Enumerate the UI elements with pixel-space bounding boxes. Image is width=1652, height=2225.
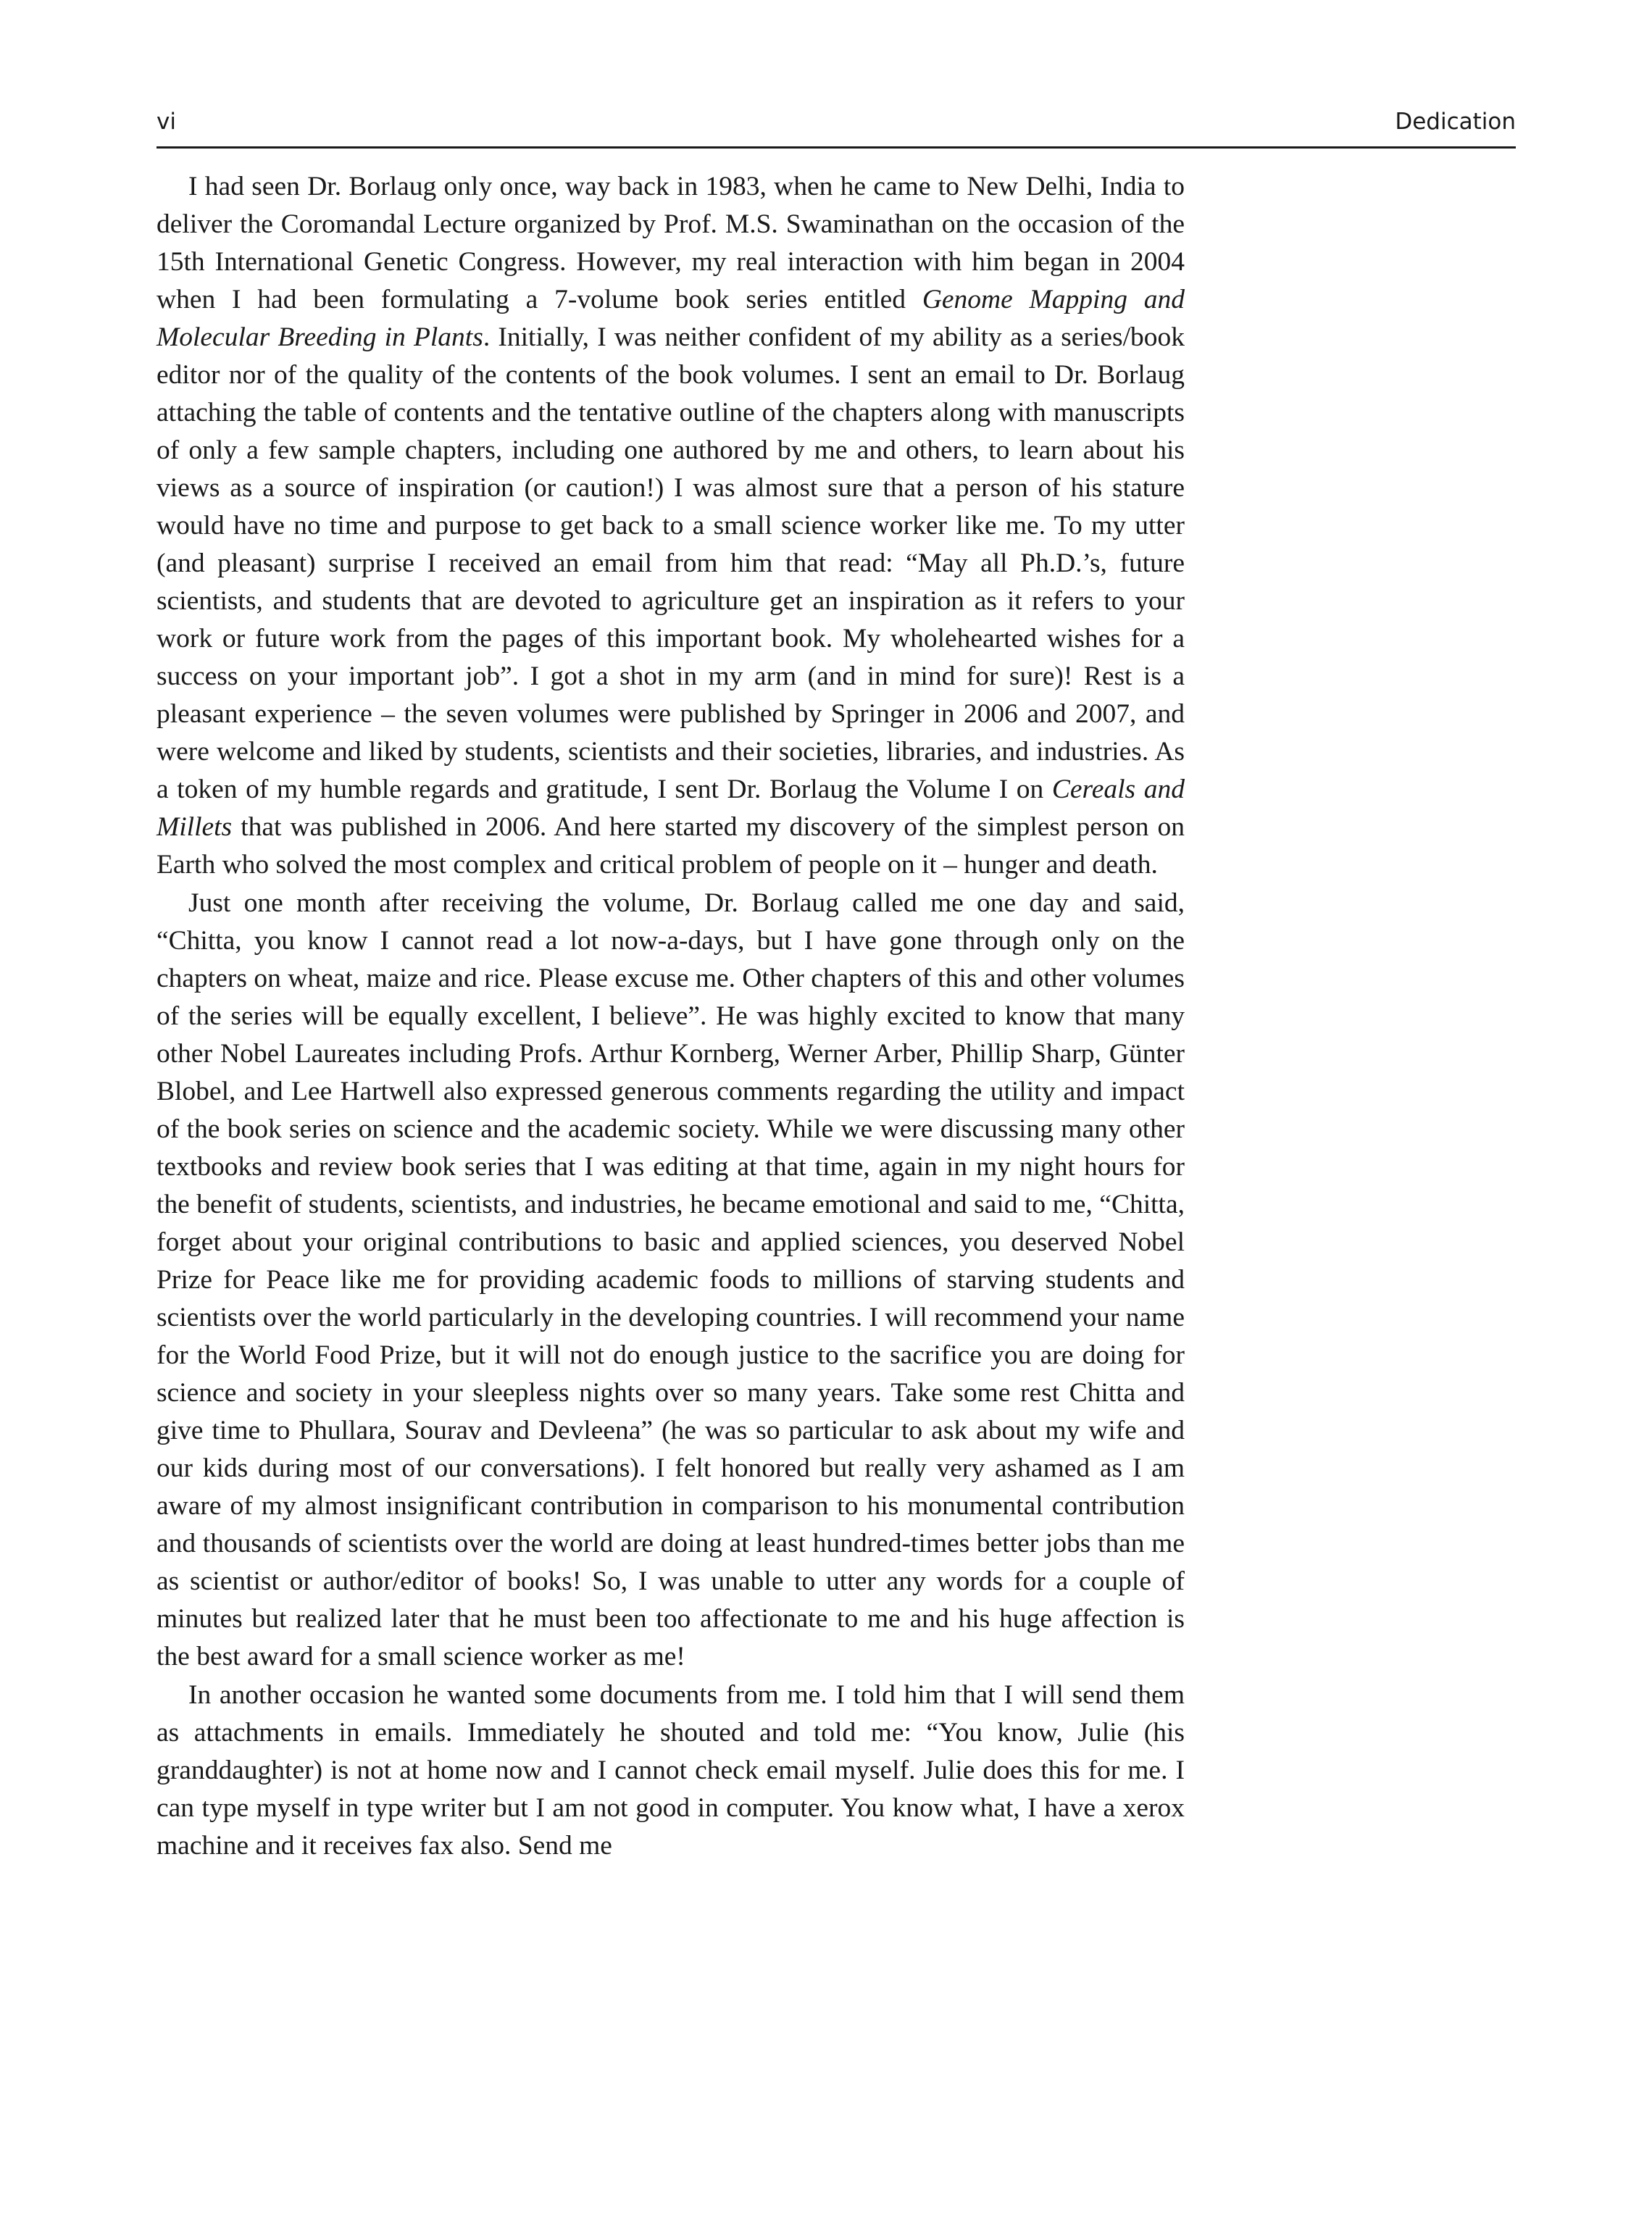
paragraph-1-part-1: I had seen Dr. Borlaug only once, way back in 1983, when he came to New Delhi, India to deliver the Coromandal Lecture organized by Prof. M.S. Swaminathan on the occasion of the 15th International Genetic Congress. However, my real interaction with him began in 2004 when I had been formulating a 7-volume book series entitled: [157, 172, 1185, 314]
paragraph-2: Just one month after receiving the volume, Dr. Borlaug called me one day and said, “Chitta, you know I cannot read a lot now-a-days, but I have gone through only on the chapters on wheat, maize and rice. Please excuse me. Other chapters of this and other volumes of the series will be equally excellent, I believe”. He was highly excited to know that many other Nobel Laureates including Profs. Arthur Kornberg, Werner Arber, Phillip Sharp, Günter Blobel, and Lee Hartwell also expressed generous comments regarding the utility and impact of the book series on science and the academic society. While we were discussing many other textbooks and review book series that I was editing at that time, again in my night hours for the benefit of students, scientists, and industries, he became emotional and said to me, “Chitta, forget about your original contributions to basic and applied sciences, you deserved Nobel Prize for Peace like me for providing academic foods to millions of starving students and scientists over the world particularly in the developing countries. I will recommend your name for the World Food Prize, but it will not do enough justice to the sacrifice you are doing for science and society in your sleepless nights over so many years. Take some rest Chitta and give time to Phullara, Sourav and Devleena” (he was so particular to ask about my wife and our kids during most of our conversations). I felt honored but really very ashamed as I am aware of my almost insignificant contribution in comparison to his monumental contribution and thousands of scientists over the world are doing at least hundred-times better jobs than me as scientist or author/editor of books! So, I was unable to utter any words for a couple of minutes but realized later that he must been too affectionate to me and his huge affection is the best award for a small science worker as me!: [157, 888, 1185, 1671]
paragraph-3: In another occasion he wanted some documents from me. I told him that I will send them as attachments in emails. Immediately he shouted and told me: “You know, Julie (his granddaughter) is not at home now and I cannot check email myself. Julie does this for me. I can type myself in type writer but I am not good in computer. You know what, I have a xerox machine and it receives fax also. Send me: [157, 1680, 1185, 1861]
body-text: [157, 168, 1185, 1865]
paragraph-1: [157, 168, 1185, 884]
running-title: Dedication: [1395, 109, 1516, 135]
series-title: Genome Mapping and Molecular Breeding in Plants: [157, 285, 1185, 352]
page-number: vi: [157, 109, 176, 135]
volume-title: Cereals and Millets: [157, 775, 1185, 842]
paragraph-1-part-3: that was published in 2006. And here started my discovery of the simplest person on Earth who solved the most complex and critical problem of people on it – hunger and death.: [157, 812, 1185, 880]
running-header: [157, 106, 1516, 149]
paragraph-1-part-2: . Initially, I was neither confident of my ability as a series/book editor nor of the quality of the contents of the book volumes. I sent an email to Dr. Borlaug attaching the table of contents and the tentative outline of the chapters along with manuscripts of only a few sample chapters, including one authored by me and others, to learn about his views as a source of inspiration (or caution!) I was almost sure that a person of his stature would have no time and purpose to get back to a small science worker like me. To my utter (and pleasant) surprise I received an email from him that read: “May all Ph.D.’s, future scientists, and students that are devoted to agriculture get an inspiration as it refers to your work or future work from the pages of this important book. My wholehearted wishes for a success on your important job”. I got a shot in my arm (and in mind for sure)! Rest is a pleasant experience – the seven volumes were published by Springer in 2006 and 2007, and were welcome and liked by students, scientists and their societies, libraries, and industries. As a token of my humble regards and gratitude, I sent Dr. Borlaug the Volume I on: [157, 322, 1185, 804]
